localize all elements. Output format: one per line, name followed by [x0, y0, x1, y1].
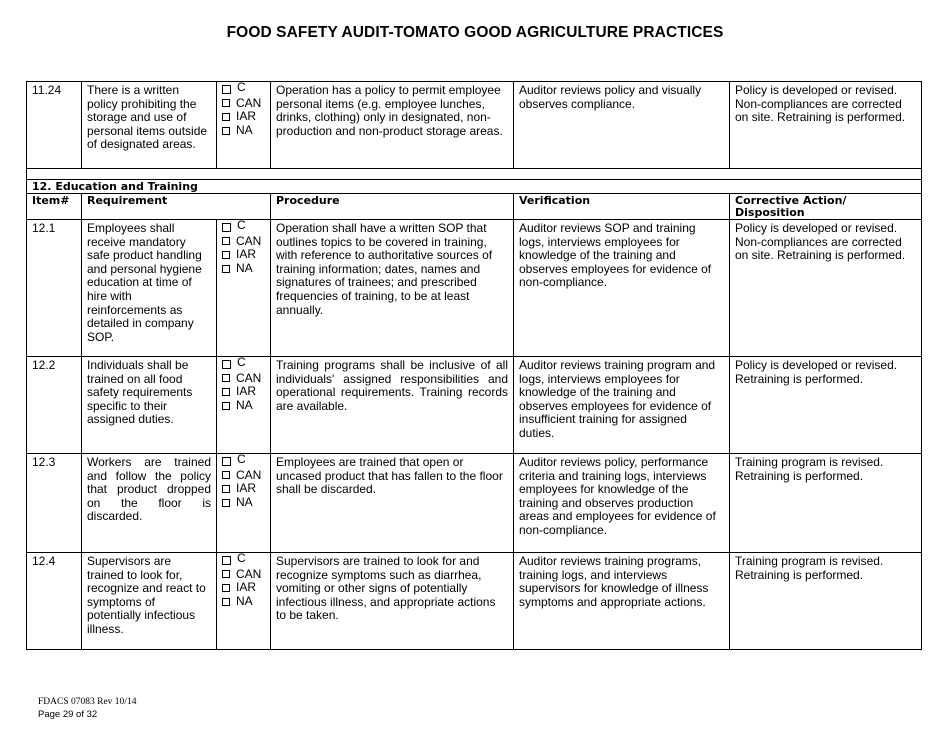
checkbox-can[interactable] [222, 471, 230, 479]
corrective-action-cell: Policy is developed or revised. Retraining is performed. [730, 357, 922, 454]
table-row-12-3 [27, 454, 922, 553]
header-requirement: Requirement [82, 194, 271, 220]
requirement-cell: Workers are trained and follow the policy that product dropped on the floor is discarded. [82, 454, 217, 553]
header-procedure: Procedure [271, 194, 514, 220]
checkbox-iar[interactable] [222, 485, 230, 493]
header-row [27, 194, 922, 220]
compliance-checkboxes: C CAN IAR NA [217, 357, 271, 454]
header-item: Item# [27, 194, 82, 220]
checkbox-na[interactable] [222, 499, 230, 507]
compliance-checkboxes: C CAN IAR NA [217, 553, 271, 650]
procedure-cell: Operation shall have a written SOP that outlines topics to be covered in training, with reference to authoritative sources of training information; dates, names and signatures of trainees; and prescribed frequencies of training, to be at least annually. [271, 220, 514, 357]
corrective-action-cell: Training program is revised. Retraining is performed. [730, 553, 922, 650]
checkbox-na[interactable] [222, 265, 230, 273]
checkbox-iar[interactable] [222, 113, 230, 121]
table-row-11-24 [27, 82, 922, 169]
form-number: FDACS 07083 Rev 10/14 [38, 697, 137, 707]
compliance-checkboxes: C CAN IAR NA [217, 220, 271, 357]
item-number: 12.1 [27, 220, 82, 357]
section-title: 12. Education and Training [27, 180, 922, 194]
checkbox-can[interactable] [222, 99, 230, 107]
table-row-12-2 [27, 357, 922, 454]
header-corrective-action: Corrective Action/ Disposition [730, 194, 922, 220]
checkbox-c[interactable] [222, 457, 231, 466]
verification-cell: Auditor reviews policy and visually observes compliance. [514, 82, 730, 169]
corrective-action-cell: Training program is revised. Retraining is performed. [730, 454, 922, 553]
requirement-cell: Supervisors are trained to look for, recognize and react to symptoms of potentially infectious illness. [82, 553, 217, 650]
checkbox-can[interactable] [222, 237, 230, 245]
checkbox-iar[interactable] [222, 388, 230, 396]
checkbox-can[interactable] [222, 374, 230, 382]
compliance-checkboxes: C CAN IAR NA [217, 454, 271, 553]
checkbox-na[interactable] [222, 127, 230, 135]
checkbox-c[interactable] [222, 223, 231, 232]
table-row-12-1 [27, 220, 922, 357]
spacer-row [27, 169, 922, 180]
requirement-cell: Employees shall receive mandatory safe product handling and personal hygiene education at time of hire with reinforcements as detailed in company SOP. [82, 220, 217, 357]
checkbox-na[interactable] [222, 402, 230, 410]
item-number: 12.3 [27, 454, 82, 553]
requirement-cell: There is a written policy prohibiting the storage and use of personal items outside of designated areas. [82, 82, 217, 169]
page-number: Page 29 of 32 [38, 709, 98, 720]
section-row [27, 180, 922, 194]
table-row-12-4 [27, 553, 922, 650]
checkbox-c[interactable] [222, 360, 231, 369]
checkbox-iar[interactable] [222, 251, 230, 259]
audit-table [26, 81, 922, 650]
checkbox-na[interactable] [222, 598, 230, 606]
verification-cell: Auditor reviews SOP and training logs, interviews employees for knowledge of the training and observes employees for evidence of non-compliance. [514, 220, 730, 357]
procedure-cell: Operation has a policy to permit employee personal items (e.g. employee lunches, drinks, clothing) only in designated, non-production and non-product storage areas. [271, 82, 514, 169]
verification-cell: Auditor reviews training program and logs, interviews employees for knowledge of the training and observes employees for evidence of insufficient training for assigned duties. [514, 357, 730, 454]
checkbox-iar[interactable] [222, 584, 230, 592]
page-title: FOOD SAFETY AUDIT-TOMATO GOOD AGRICULTURE PRACTICES [226, 24, 724, 41]
procedure-cell: Supervisors are trained to look for and recognize symptoms such as diarrhea, vomiting or other signs of potentially infectious illness, and appropriate actions to be taken. [271, 553, 514, 650]
verification-cell: Auditor reviews training programs, training logs, and interviews supervisors for knowledge of illness symptoms and appropriate actions. [514, 553, 730, 650]
item-number: 12.4 [27, 553, 82, 650]
checkbox-c[interactable] [222, 556, 231, 565]
header-verification: Verification [514, 194, 730, 220]
corrective-action-cell: Policy is developed or revised. Non-compliances are corrected on site. Retraining is performed. [730, 82, 922, 169]
checkbox-can[interactable] [222, 570, 230, 578]
requirement-cell: Individuals shall be trained on all food safety requirements specific to their assigned duties. [82, 357, 217, 454]
procedure-cell: Training programs shall be inclusive of all individuals' assigned responsibilities and operational requirements. Training records are available. [271, 357, 514, 454]
corrective-action-cell: Policy is developed or revised. Non-compliances are corrected on site. Retraining is performed. [730, 220, 922, 357]
procedure-cell: Employees are trained that open or uncased product that has fallen to the floor shall be discarded. [271, 454, 514, 553]
compliance-checkboxes: C CAN IAR NA [217, 82, 271, 169]
item-number: 11.24 [27, 82, 82, 169]
verification-cell: Auditor reviews policy, performance criteria and training logs, interviews employees for knowledge of the training and observes production areas and employees for evidence of non-compliance. [514, 454, 730, 553]
checkbox-c[interactable] [222, 85, 231, 94]
item-number: 12.2 [27, 357, 82, 454]
